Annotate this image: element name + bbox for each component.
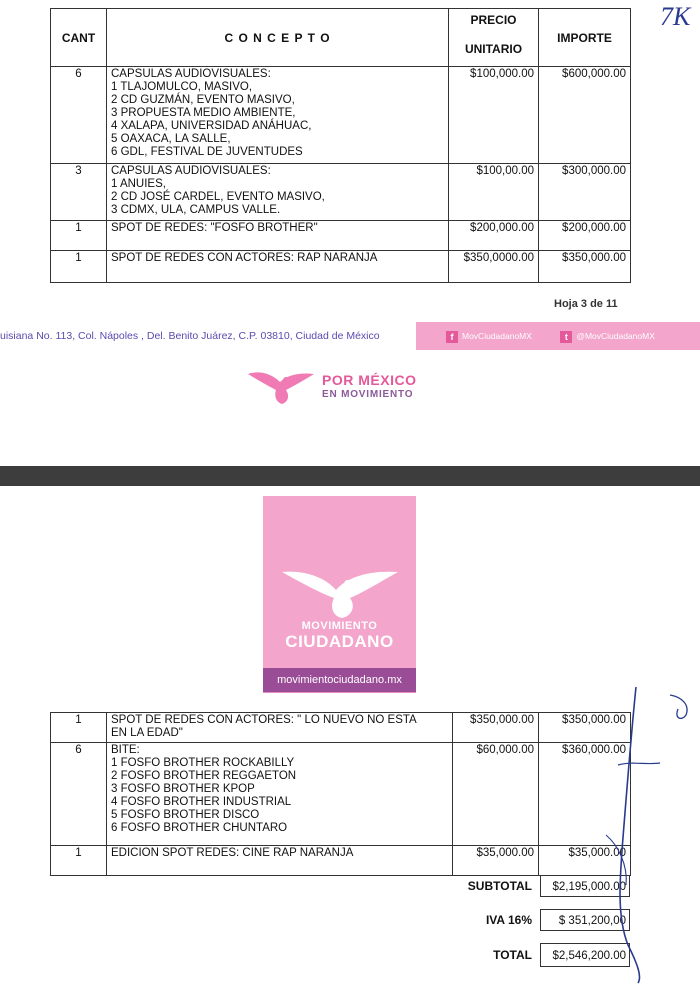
twitter-link[interactable] xyxy=(560,331,655,341)
cell-importe: $600,000.00 xyxy=(539,67,631,164)
header-concepto: C O N C E P T O xyxy=(107,9,449,67)
concept-line: EDICION SPOT REDES: CINE RAP NARANJA xyxy=(111,847,354,859)
cell-precio: $35,000.00 xyxy=(453,846,539,876)
eagle-logo-icon xyxy=(280,568,400,618)
page-separator xyxy=(0,466,700,486)
concept-line: 4 FOSFO BROTHER INDUSTRIAL xyxy=(111,796,292,808)
logo-text-line2: EN MOVIMIENTO xyxy=(322,389,414,400)
facebook-handle: MovCiudadanoMX xyxy=(462,331,532,341)
cell-cant: 6 xyxy=(51,67,107,164)
cell-importe: $350,000.00 xyxy=(539,713,631,743)
concept-line: 6 FOSFO BROTHER CHUNTARO xyxy=(111,822,288,834)
table-row xyxy=(51,846,631,876)
cell-cant: 1 xyxy=(51,713,107,743)
concept-line: 2 CD GUZMÁN, EVENTO MASIVO, xyxy=(111,94,295,106)
cell-concepto xyxy=(107,846,453,876)
cell-cant: 1 xyxy=(51,846,107,876)
header-precio-line1: PRECIO xyxy=(470,13,517,27)
concept-line: CAPSULAS AUDIOVISUALES: xyxy=(111,165,271,177)
cell-precio: $100,000.00 xyxy=(449,67,539,164)
concept-line: 1 TLAJOMULCO, MASIVO, xyxy=(111,81,253,93)
concept-line: 5 FOSFO BROTHER DISCO xyxy=(111,809,260,821)
total-label: TOTAL xyxy=(493,948,532,962)
cell-concepto xyxy=(107,743,453,846)
facebook-link[interactable] xyxy=(446,331,534,341)
header-precio-line2: UNITARIO xyxy=(464,42,523,56)
concept-line: 3 PROPUESTA MEDIO AMBIENTE, xyxy=(111,107,296,119)
facebook-icon: f xyxy=(446,331,458,343)
signature-icon xyxy=(598,685,698,985)
header-precio-unitario xyxy=(449,9,539,67)
concept-line: 2 CD JOSÉ CARDEL, EVENTO MASIVO, xyxy=(111,191,325,203)
cell-cant: 1 xyxy=(51,221,107,251)
table-row xyxy=(51,713,631,743)
concept-line: SPOT DE REDES CON ACTORES: " LO NUEVO NO ESTA xyxy=(111,714,417,726)
table-row xyxy=(51,67,631,164)
table-row xyxy=(51,251,631,283)
page-number: Hoja 3 de 11 xyxy=(554,298,618,310)
logo-text-movimiento: MOVIMIENTO xyxy=(301,620,378,632)
concept-line: 5 OAXACA, LA SALLE, xyxy=(111,133,231,145)
concept-line: EN LA EDAD" xyxy=(111,727,183,739)
logo-url-bar xyxy=(263,668,416,692)
cell-importe: $360,000.00 xyxy=(539,743,631,846)
table-row xyxy=(51,221,631,251)
cell-importe: $200,000.00 xyxy=(539,221,631,251)
footer-social xyxy=(416,322,700,350)
quote-table-page2 xyxy=(50,712,631,876)
subtotal-value: $2,195,000.00 xyxy=(540,875,630,897)
page-footer xyxy=(0,322,700,350)
twitter-icon: t xyxy=(560,331,572,343)
concept-line: 1 FOSFO BROTHER ROCKABILLY xyxy=(111,757,295,769)
corner-mark: 7K xyxy=(660,2,691,31)
iva-value: $ 351,200,00 xyxy=(540,909,630,931)
logo-text-ciudadano: CIUDADANO xyxy=(285,632,394,651)
logo-text-line1: POR MÉXICO xyxy=(322,372,417,388)
cell-concepto xyxy=(107,221,449,251)
cell-cant: 1 xyxy=(51,251,107,283)
cell-precio: $100,00.00 xyxy=(449,164,539,221)
eagle-logo-icon xyxy=(246,368,316,404)
concept-line: SPOT DE REDES CON ACTORES: RAP NARANJA xyxy=(111,252,378,264)
cell-concepto xyxy=(107,251,449,283)
header-importe: IMPORTE xyxy=(539,9,631,67)
cell-concepto xyxy=(107,67,449,164)
cell-importe: $300,000.00 xyxy=(539,164,631,221)
brand-logo-block xyxy=(263,496,416,693)
concept-line: 1 ANUIES, xyxy=(111,178,166,190)
footer-logo xyxy=(246,368,446,408)
iva-label: IVA 16% xyxy=(485,913,532,927)
concept-line: SPOT DE REDES: "FOSFO BROTHER" xyxy=(111,222,318,234)
cell-cant: 6 xyxy=(51,743,107,846)
footer-address: uisiana No. 113, Col. Nápoles , Del. Benito Juárez, C.P. 03810, Ciudad de México xyxy=(0,322,410,350)
quote-table-page1 xyxy=(50,8,631,283)
concept-line: 6 GDL, FESTIVAL DE JUVENTUDES xyxy=(111,146,303,158)
cell-concepto xyxy=(107,164,449,221)
cell-importe: $350,000.00 xyxy=(539,251,631,283)
cell-importe: $35,000.00 xyxy=(539,846,631,876)
header-cant: CANT xyxy=(51,9,107,67)
concept-line: 3 FOSFO BROTHER KPOP xyxy=(111,783,255,795)
cell-precio: $350,0000.00 xyxy=(449,251,539,283)
subtotal-label: SUBTOTAL xyxy=(467,879,532,893)
logo-url[interactable]: movimientociudadano.mx xyxy=(277,674,402,686)
concept-line: BITE: xyxy=(111,744,140,756)
concept-line: 3 CDMX, ULA, CAMPUS VALLE. xyxy=(111,204,281,216)
twitter-handle: @MovCiudadanoMX xyxy=(576,331,655,341)
cell-precio: $350,000.00 xyxy=(453,713,539,743)
table-header-row xyxy=(51,9,631,67)
concept-line: CAPSULAS AUDIOVISUALES: xyxy=(111,68,271,80)
total-value: $2,546,200.00 xyxy=(540,943,630,967)
cell-concepto xyxy=(107,713,453,743)
table-row xyxy=(51,743,631,846)
cell-precio: $200,000.00 xyxy=(449,221,539,251)
concept-line: 4 XALAPA, UNIVERSIDAD ANÁHUAC, xyxy=(111,120,312,132)
concept-line: 2 FOSFO BROTHER REGGAETON xyxy=(111,770,297,782)
cell-precio: $60,000.00 xyxy=(453,743,539,846)
cell-cant: 3 xyxy=(51,164,107,221)
table-row xyxy=(51,164,631,221)
